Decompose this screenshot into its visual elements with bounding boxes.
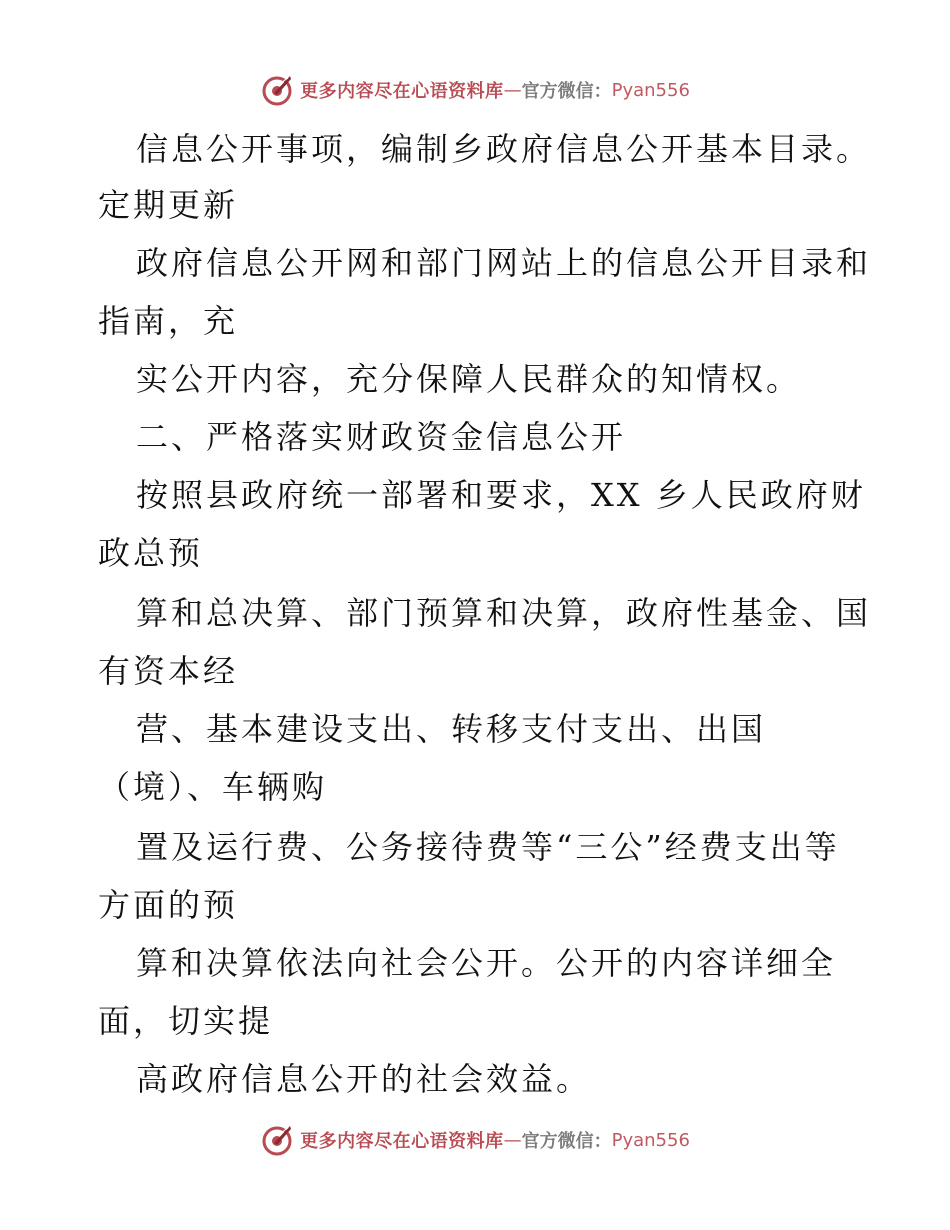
banner-wechat-id: Pyan556 xyxy=(611,79,690,101)
paragraph-line: 指南，充 xyxy=(98,302,239,340)
paragraph-line: 高政府信息公开的社会效益。 xyxy=(136,1060,592,1098)
section-heading: 二、严格落实财政资金信息公开 xyxy=(136,418,627,456)
paragraph-line: 营、基本建设支出、转移支付支出、出国 xyxy=(136,710,767,748)
paragraph-line: （境）、车辆购 xyxy=(98,768,328,806)
paragraph-line: 定期更新 xyxy=(98,186,239,224)
paragraph-line: 政总预 xyxy=(98,534,204,572)
paragraph-line: 信息公开事项，编制乡政府信息公开基本目录。 xyxy=(136,130,872,168)
paragraph-line: 有资本经 xyxy=(98,652,239,690)
banner-separator: — xyxy=(503,1129,522,1151)
feather-quill-logo-icon xyxy=(260,73,294,107)
header-banner xyxy=(0,70,950,110)
paragraph-line: 置及运行费、公务接待费等“三公”经费支出等 xyxy=(136,828,840,866)
paragraph-line: 政府信息公开网和部门网站上的信息公开目录和 xyxy=(136,244,872,282)
feather-quill-logo-icon xyxy=(260,1123,294,1157)
banner-wechat-id: Pyan556 xyxy=(611,1129,690,1151)
paragraph-line: 方面的预 xyxy=(98,886,239,924)
paragraph-line: 按照县政府统一部署和要求，XX 乡人民政府财 xyxy=(136,476,866,514)
banner-main-text: 更多内容尽在心语资料库 xyxy=(300,1131,504,1152)
banner-wechat-label: 官方微信： xyxy=(521,81,612,102)
paragraph-line: 实公开内容，充分保障人民群众的知情权。 xyxy=(136,360,802,398)
banner-separator: — xyxy=(503,79,522,101)
paragraph-line: 算和总决算、部门预算和决算，政府性基金、国 xyxy=(136,594,872,632)
paragraph-line: 算和决算依法向社会公开。公开的内容详细全 xyxy=(136,944,837,982)
paragraph-line: 面，切实提 xyxy=(98,1002,274,1040)
banner-wechat-label: 官方微信： xyxy=(521,1131,612,1152)
banner-main-text: 更多内容尽在心语资料库 xyxy=(300,81,504,102)
footer-banner xyxy=(0,1120,950,1160)
